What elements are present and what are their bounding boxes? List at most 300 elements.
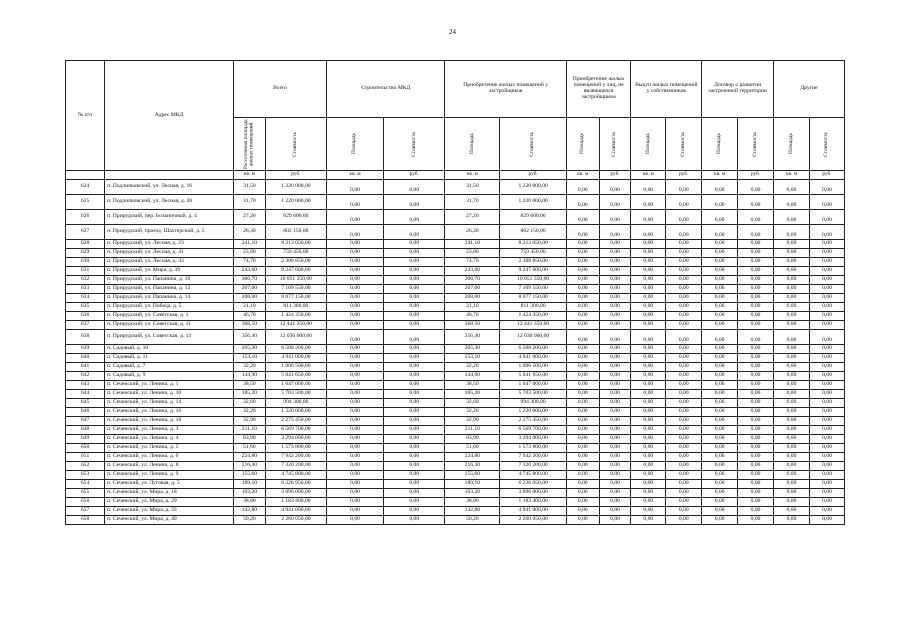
row-acquisition-cost: 4 941 000,00 xyxy=(500,354,567,363)
row-development-area: 0,00 xyxy=(702,267,738,276)
row-acquisition-nondev-cost: 0,00 xyxy=(599,390,631,399)
row-development-cost: 0,00 xyxy=(738,399,774,408)
row-buyout-area: 0,00 xyxy=(631,180,666,195)
subheader-label: Стоимость xyxy=(680,131,687,157)
row-total-cost: 1 220 000,00 xyxy=(265,195,326,210)
row-number: 655 xyxy=(66,489,105,498)
row-development-cost: 0,00 xyxy=(738,267,774,276)
row-other-cost: 0,00 xyxy=(809,462,844,471)
row-buyout-cost: 0,00 xyxy=(666,426,702,435)
row-buyout-area: 0,00 xyxy=(631,354,666,363)
row-construction-area: 0,00 xyxy=(327,330,384,345)
row-acquisition-nondev-cost: 0,00 xyxy=(599,225,631,240)
row-buyout-area: 0,00 xyxy=(631,480,666,489)
row-acquisition-cost: 9 247 600,00 xyxy=(500,267,567,276)
row-other-cost: 0,00 xyxy=(809,303,844,312)
row-acquisition-area: 83,90 xyxy=(445,435,500,444)
table-row xyxy=(66,372,845,381)
row-total-cost: 8 213 050,00 xyxy=(265,240,326,249)
row-address: п. Сеченский, ул. Ленина, д. 9 xyxy=(105,471,234,480)
row-other-area: 0,00 xyxy=(774,507,810,516)
unit-m2: кв. м xyxy=(566,171,599,180)
row-total-cost: 3 096 000,00 xyxy=(265,489,326,498)
row-number: 645 xyxy=(66,399,105,408)
row-buyout-area: 0,00 xyxy=(631,363,666,372)
subheader-area xyxy=(631,118,666,171)
row-acquisition-area: 50,20 xyxy=(445,516,500,525)
row-total-cost: 9 247 600,00 xyxy=(265,267,326,276)
row-address: п. Прирудский, ул. Советская, д. 1 xyxy=(105,312,234,321)
row-total-cost: 5 041 650,00 xyxy=(265,372,326,381)
row-buyout-cost: 0,00 xyxy=(666,258,702,267)
row-number: 638 xyxy=(66,330,105,345)
row-acquisition-cost: 10 051 350,00 xyxy=(500,276,567,285)
row-total-area: 31,50 xyxy=(234,180,266,195)
row-acquisition-nondev-cost: 0,00 xyxy=(599,399,631,408)
row-acquisition-cost: 2 308 850,00 xyxy=(500,258,567,267)
row-acquisition-area: 31,50 xyxy=(445,180,500,195)
row-buyout-area: 0,00 xyxy=(631,516,666,525)
row-acquisition-cost: 12 030 000,00 xyxy=(500,330,567,345)
row-number: 644 xyxy=(66,390,105,399)
row-development-area: 0,00 xyxy=(702,240,738,249)
row-construction-cost: 0,00 xyxy=(384,276,445,285)
row-buyout-area: 0,00 xyxy=(631,249,666,258)
row-development-cost: 0,00 xyxy=(738,195,774,210)
row-development-area: 0,00 xyxy=(702,258,738,267)
row-buyout-area: 0,00 xyxy=(631,267,666,276)
row-buyout-cost: 0,00 xyxy=(666,489,702,498)
row-buyout-area: 0,00 xyxy=(631,285,666,294)
row-total-cost: 1 006 500,00 xyxy=(265,363,326,372)
row-development-area: 0,00 xyxy=(702,345,738,354)
row-total-area: 205,30 xyxy=(234,345,266,354)
row-total-area: 211,10 xyxy=(234,426,266,435)
row-total-cost: 4 941 000,00 xyxy=(265,354,326,363)
row-acquisition-nondev-area: 0,00 xyxy=(566,471,599,480)
row-other-area: 0,00 xyxy=(774,321,810,330)
row-buyout-cost: 0,00 xyxy=(666,390,702,399)
row-other-cost: 0,00 xyxy=(809,240,844,249)
row-construction-cost: 0,00 xyxy=(384,249,445,258)
row-development-area: 0,00 xyxy=(702,408,738,417)
row-other-area: 0,00 xyxy=(774,258,810,267)
row-total-cost: 1 647 000,00 xyxy=(265,381,326,390)
row-acquisition-nondev-area: 0,00 xyxy=(566,444,599,453)
row-buyout-cost: 0,00 xyxy=(666,354,702,363)
row-address: п. Садовый, д. 10 xyxy=(105,345,234,354)
row-other-area: 0,00 xyxy=(774,426,810,435)
row-acquisition-nondev-area: 0,00 xyxy=(566,462,599,471)
row-other-area: 0,00 xyxy=(774,435,810,444)
row-development-cost: 0,00 xyxy=(738,240,774,249)
row-development-area: 0,00 xyxy=(702,489,738,498)
unit-empty xyxy=(105,171,234,180)
unit-rub: руб. xyxy=(500,171,567,180)
row-acquisition-cost: 1 006 500,00 xyxy=(500,363,567,372)
row-address: п. Прирудский, ул. Победа, д. 5 xyxy=(105,303,234,312)
row-construction-area: 0,00 xyxy=(327,210,384,225)
row-development-cost: 0,00 xyxy=(738,372,774,381)
row-buyout-area: 0,00 xyxy=(631,390,666,399)
table-row xyxy=(66,321,845,330)
row-acquisition-nondev-area: 0,00 xyxy=(566,249,599,258)
row-development-cost: 0,00 xyxy=(738,363,774,372)
row-buyout-area: 0,00 xyxy=(631,498,666,507)
row-development-cost: 0,00 xyxy=(738,345,774,354)
row-construction-cost: 0,00 xyxy=(384,267,445,276)
row-construction-cost: 0,00 xyxy=(384,312,445,321)
row-construction-area: 0,00 xyxy=(327,294,384,303)
row-total-cost: 2 275 450,00 xyxy=(265,417,326,426)
row-acquisition-nondev-area: 0,00 xyxy=(566,480,599,489)
row-development-area: 0,00 xyxy=(702,354,738,363)
row-address: п. Прирудский, ул. Советская, д. 11 xyxy=(105,321,234,330)
row-number: 635 xyxy=(66,303,105,312)
row-other-area: 0,00 xyxy=(774,498,810,507)
row-construction-cost: 0,00 xyxy=(384,354,445,363)
row-acquisition-nondev-cost: 0,00 xyxy=(599,267,631,276)
row-buyout-area: 0,00 xyxy=(631,408,666,417)
row-acquisition-nondev-area: 0,00 xyxy=(566,276,599,285)
row-acquisition-cost: 2 275 450,00 xyxy=(500,417,567,426)
row-other-cost: 0,00 xyxy=(809,276,844,285)
table-row xyxy=(66,354,845,363)
row-construction-area: 0,00 xyxy=(327,285,384,294)
row-other-area: 0,00 xyxy=(774,390,810,399)
row-other-area: 0,00 xyxy=(774,180,810,195)
row-development-area: 0,00 xyxy=(702,363,738,372)
row-acquisition-cost: 1 647 000,00 xyxy=(500,381,567,390)
row-construction-area: 0,00 xyxy=(327,453,384,462)
table-row xyxy=(66,363,845,372)
row-other-area: 0,00 xyxy=(774,249,810,258)
row-construction-cost: 0,00 xyxy=(384,195,445,210)
row-development-cost: 0,00 xyxy=(738,258,774,267)
row-acquisition-nondev-area: 0,00 xyxy=(566,417,599,426)
row-acquisition-nondev-area: 0,00 xyxy=(566,321,599,330)
header-acquisition-nondev: Приобретение жилых помещений у лиц, не являющихся застройщиком xyxy=(566,61,630,118)
table-row xyxy=(66,471,845,480)
row-number: 643 xyxy=(66,381,105,390)
row-total-cost: 1 183 400,00 xyxy=(265,498,326,507)
row-construction-cost: 0,00 xyxy=(384,321,445,330)
row-acquisition-nondev-area: 0,00 xyxy=(566,399,599,408)
row-acquisition-cost: 1 573 800,00 xyxy=(500,444,567,453)
row-acquisition-area: 241,10 xyxy=(445,240,500,249)
row-other-cost: 0,00 xyxy=(809,390,844,399)
row-acquisition-area: 32,90 xyxy=(445,417,500,426)
table-row xyxy=(66,330,845,345)
row-total-area: 31,70 xyxy=(234,195,266,210)
row-buyout-cost: 0,00 xyxy=(666,372,702,381)
row-buyout-cost: 0,00 xyxy=(666,321,702,330)
row-total-cost: 811 300,00 xyxy=(265,303,326,312)
row-other-area: 0,00 xyxy=(774,363,810,372)
row-construction-area: 0,00 xyxy=(327,345,384,354)
row-other-area: 0,00 xyxy=(774,381,810,390)
row-other-cost: 0,00 xyxy=(809,285,844,294)
row-acquisition-nondev-cost: 0,00 xyxy=(599,345,631,354)
row-total-cost: 12 030 000,00 xyxy=(265,330,326,345)
row-acquisition-nondev-cost: 0,00 xyxy=(599,321,631,330)
row-construction-area: 0,00 xyxy=(327,426,384,435)
row-acquisition-nondev-cost: 0,00 xyxy=(599,180,631,195)
row-address: п. Сеченский, ул. Ленина, д. 10 xyxy=(105,390,234,399)
table-row xyxy=(66,267,845,276)
row-address: п. Сеченский, ул. Мира, д. 40 xyxy=(105,516,234,525)
row-address: п. Сеченский, ул. Луговая, д. 5 xyxy=(105,480,234,489)
row-acquisition-cost: 3 294 000,00 xyxy=(500,435,567,444)
row-total-cost: 1 220 000,00 xyxy=(265,408,326,417)
row-development-area: 0,00 xyxy=(702,180,738,195)
row-development-area: 0,00 xyxy=(702,507,738,516)
row-development-area: 0,00 xyxy=(702,225,738,240)
row-acquisition-area: 51,60 xyxy=(445,444,500,453)
row-acquisition-area: 207,00 xyxy=(445,285,500,294)
resettlement-table xyxy=(65,60,845,525)
row-development-area: 0,00 xyxy=(702,399,738,408)
row-construction-cost: 0,00 xyxy=(384,258,445,267)
row-development-area: 0,00 xyxy=(702,321,738,330)
row-construction-cost: 0,00 xyxy=(384,225,445,240)
row-acquisition-nondev-cost: 0,00 xyxy=(599,426,631,435)
row-construction-cost: 0,00 xyxy=(384,330,445,345)
row-development-cost: 0,00 xyxy=(738,453,774,462)
row-construction-area: 0,00 xyxy=(327,489,384,498)
row-address: п. Сеченский, ул. Ленина, д. 14 xyxy=(105,399,234,408)
table-row xyxy=(66,258,845,267)
row-total-cost: 1 573 800,00 xyxy=(265,444,326,453)
row-other-cost: 0,00 xyxy=(809,381,844,390)
row-other-area: 0,00 xyxy=(774,408,810,417)
row-total-area: 38,50 xyxy=(234,381,266,390)
row-development-cost: 0,00 xyxy=(738,303,774,312)
row-total-area: 23,80 xyxy=(234,249,266,258)
row-number: 629 xyxy=(66,249,105,258)
row-other-area: 0,00 xyxy=(774,372,810,381)
row-total-area: 356,40 xyxy=(234,330,266,345)
unit-m2: кв. м xyxy=(774,171,810,180)
row-number: 656 xyxy=(66,498,105,507)
row-other-cost: 0,00 xyxy=(809,399,844,408)
row-other-cost: 0,00 xyxy=(809,516,844,525)
row-buyout-cost: 0,00 xyxy=(666,471,702,480)
row-construction-area: 0,00 xyxy=(327,372,384,381)
row-development-cost: 0,00 xyxy=(738,426,774,435)
row-development-area: 0,00 xyxy=(702,417,738,426)
unit-rub: руб. xyxy=(265,171,326,180)
unit-m2: кв. м xyxy=(327,171,384,180)
row-acquisition-nondev-cost: 0,00 xyxy=(599,480,631,489)
row-acquisition-nondev-cost: 0,00 xyxy=(599,285,631,294)
row-buyout-area: 0,00 xyxy=(631,225,666,240)
row-acquisition-area: 205,30 xyxy=(445,345,500,354)
row-number: 634 xyxy=(66,294,105,303)
row-total-cost: 12 441 350,00 xyxy=(265,321,326,330)
row-construction-cost: 0,00 xyxy=(384,507,445,516)
row-acquisition-nondev-cost: 0,00 xyxy=(599,210,631,225)
row-buyout-cost: 0,00 xyxy=(666,444,702,453)
row-number: 657 xyxy=(66,507,105,516)
row-construction-area: 0,00 xyxy=(327,390,384,399)
row-address: п. Прирудский, ул. Советская, д. 13 xyxy=(105,330,234,345)
row-total-cost: 7 320 200,00 xyxy=(265,462,326,471)
row-construction-area: 0,00 xyxy=(327,471,384,480)
row-acquisition-cost: 5 703 500,00 xyxy=(500,390,567,399)
row-address: п. Подлипковский, ул. Лесная, д. 20 xyxy=(105,195,234,210)
row-other-area: 0,00 xyxy=(774,345,810,354)
row-total-cost: 1 424 350,00 xyxy=(265,312,326,321)
unit-rub: руб. xyxy=(738,171,774,180)
row-total-area: 224,80 xyxy=(234,453,266,462)
row-total-cost: 802 150,00 xyxy=(265,225,326,240)
row-other-cost: 0,00 xyxy=(809,180,844,195)
row-development-area: 0,00 xyxy=(702,390,738,399)
row-address: п. Прирудский, ул. Лесная, д. 41 xyxy=(105,249,234,258)
row-total-area: 216,30 xyxy=(234,462,266,471)
row-total-cost: 994 300,00 xyxy=(265,399,326,408)
row-development-area: 0,00 xyxy=(702,294,738,303)
header-address: Адрес МКД xyxy=(105,61,234,171)
row-development-area: 0,00 xyxy=(702,453,738,462)
row-acquisition-nondev-area: 0,00 xyxy=(566,180,599,195)
row-other-cost: 0,00 xyxy=(809,471,844,480)
row-buyout-cost: 0,00 xyxy=(666,480,702,489)
row-acquisition-nondev-cost: 0,00 xyxy=(599,249,631,258)
row-acquisition-cost: 759 450,00 xyxy=(500,249,567,258)
row-development-cost: 0,00 xyxy=(738,381,774,390)
row-other-cost: 0,00 xyxy=(809,345,844,354)
row-buyout-cost: 0,00 xyxy=(666,408,702,417)
row-acquisition-nondev-cost: 0,00 xyxy=(599,363,631,372)
row-total-area: 26,30 xyxy=(234,225,266,240)
row-construction-area: 0,00 xyxy=(327,267,384,276)
row-buyout-cost: 0,00 xyxy=(666,381,702,390)
row-address: п. Садовый, д. 7 xyxy=(105,363,234,372)
row-acquisition-nondev-area: 0,00 xyxy=(566,258,599,267)
table-row xyxy=(66,345,845,354)
row-number: 637 xyxy=(66,321,105,330)
row-other-area: 0,00 xyxy=(774,453,810,462)
row-buyout-cost: 0,00 xyxy=(666,363,702,372)
row-development-cost: 0,00 xyxy=(738,294,774,303)
row-acquisition-area: 356,40 xyxy=(445,330,500,345)
row-acquisition-cost: 994 300,00 xyxy=(500,399,567,408)
row-other-cost: 0,00 xyxy=(809,321,844,330)
table-row xyxy=(66,507,845,516)
row-total-cost: 2 308 850,00 xyxy=(265,258,326,267)
row-construction-area: 0,00 xyxy=(327,195,384,210)
row-address: п. Прирудский, ул. Папанина, д. 14 xyxy=(105,294,234,303)
row-development-cost: 0,00 xyxy=(738,321,774,330)
row-other-area: 0,00 xyxy=(774,480,810,489)
row-construction-area: 0,00 xyxy=(327,354,384,363)
row-acquisition-nondev-cost: 0,00 xyxy=(599,498,631,507)
row-acquisition-area: 26,30 xyxy=(445,225,500,240)
subheader-cost xyxy=(738,118,774,171)
row-other-cost: 0,00 xyxy=(809,225,844,240)
row-address: п. Сеченский, ул. Ленина, д. 4 xyxy=(105,435,234,444)
unit-m2: кв. м xyxy=(631,171,666,180)
row-total-area: 38,80 xyxy=(234,498,266,507)
subheader-area xyxy=(327,118,384,171)
row-address: п. Прирудский, проезд. Шахтерский, д. 5 xyxy=(105,225,234,240)
row-acquisition-cost: 1 220 000,00 xyxy=(500,408,567,417)
row-construction-area: 0,00 xyxy=(327,276,384,285)
row-total-area: 306,70 xyxy=(234,276,266,285)
row-buyout-cost: 0,00 xyxy=(666,498,702,507)
row-development-area: 0,00 xyxy=(702,285,738,294)
row-development-cost: 0,00 xyxy=(738,390,774,399)
row-address: п. Садовый, д. 11 xyxy=(105,354,234,363)
row-acquisition-nondev-area: 0,00 xyxy=(566,354,599,363)
row-number: 658 xyxy=(66,516,105,525)
row-development-area: 0,00 xyxy=(702,435,738,444)
row-development-area: 0,00 xyxy=(702,195,738,210)
row-other-cost: 0,00 xyxy=(809,249,844,258)
row-buyout-area: 0,00 xyxy=(631,258,666,267)
row-other-area: 0,00 xyxy=(774,303,810,312)
row-address: п. Сеченский, ул. Мира, д. 18 xyxy=(105,489,234,498)
row-buyout-area: 0,00 xyxy=(631,453,666,462)
row-number: 628 xyxy=(66,240,105,249)
row-buyout-area: 0,00 xyxy=(631,435,666,444)
row-buyout-cost: 0,00 xyxy=(666,210,702,225)
row-development-area: 0,00 xyxy=(702,330,738,345)
subheader-label: Расселяемая площадь жилых помещений xyxy=(242,119,255,169)
table-row xyxy=(66,435,845,444)
row-acquisition-nondev-area: 0,00 xyxy=(566,390,599,399)
row-other-area: 0,00 xyxy=(774,489,810,498)
row-buyout-cost: 0,00 xyxy=(666,225,702,240)
row-development-cost: 0,00 xyxy=(738,498,774,507)
row-development-area: 0,00 xyxy=(702,210,738,225)
subheader-label: Площадь xyxy=(351,133,358,155)
row-acquisition-nondev-area: 0,00 xyxy=(566,507,599,516)
row-acquisition-area: 243,60 xyxy=(445,267,500,276)
unit-rub: руб. xyxy=(809,171,844,180)
row-other-cost: 0,00 xyxy=(809,294,844,303)
row-construction-area: 0,00 xyxy=(327,303,384,312)
row-development-cost: 0,00 xyxy=(738,285,774,294)
subheader-area xyxy=(774,118,810,171)
row-acquisition-nondev-area: 0,00 xyxy=(566,294,599,303)
row-number: 650 xyxy=(66,444,105,453)
row-number: 632 xyxy=(66,276,105,285)
row-acquisition-area: 306,70 xyxy=(445,276,500,285)
row-buyout-cost: 0,00 xyxy=(666,303,702,312)
unit-rub: руб. xyxy=(666,171,702,180)
row-acquisition-area: 32,20 xyxy=(445,408,500,417)
row-acquisition-area: 368,50 xyxy=(445,321,500,330)
row-acquisition-area: 216,30 xyxy=(445,462,500,471)
row-construction-cost: 0,00 xyxy=(384,240,445,249)
subheader-label: Стоимость xyxy=(292,131,299,157)
row-total-area: 27,20 xyxy=(234,210,266,225)
row-buyout-cost: 0,00 xyxy=(666,267,702,276)
row-acquisition-area: 153,10 xyxy=(445,354,500,363)
row-acquisition-nondev-cost: 0,00 xyxy=(599,408,631,417)
row-acquisition-nondev-cost: 0,00 xyxy=(599,303,631,312)
subheader-cost xyxy=(500,118,567,171)
row-other-area: 0,00 xyxy=(774,444,810,453)
row-acquisition-cost: 4 941 000,00 xyxy=(500,507,567,516)
row-other-cost: 0,00 xyxy=(809,408,844,417)
row-acquisition-nondev-area: 0,00 xyxy=(566,267,599,276)
row-construction-area: 0,00 xyxy=(327,381,384,390)
table-row xyxy=(66,195,845,210)
